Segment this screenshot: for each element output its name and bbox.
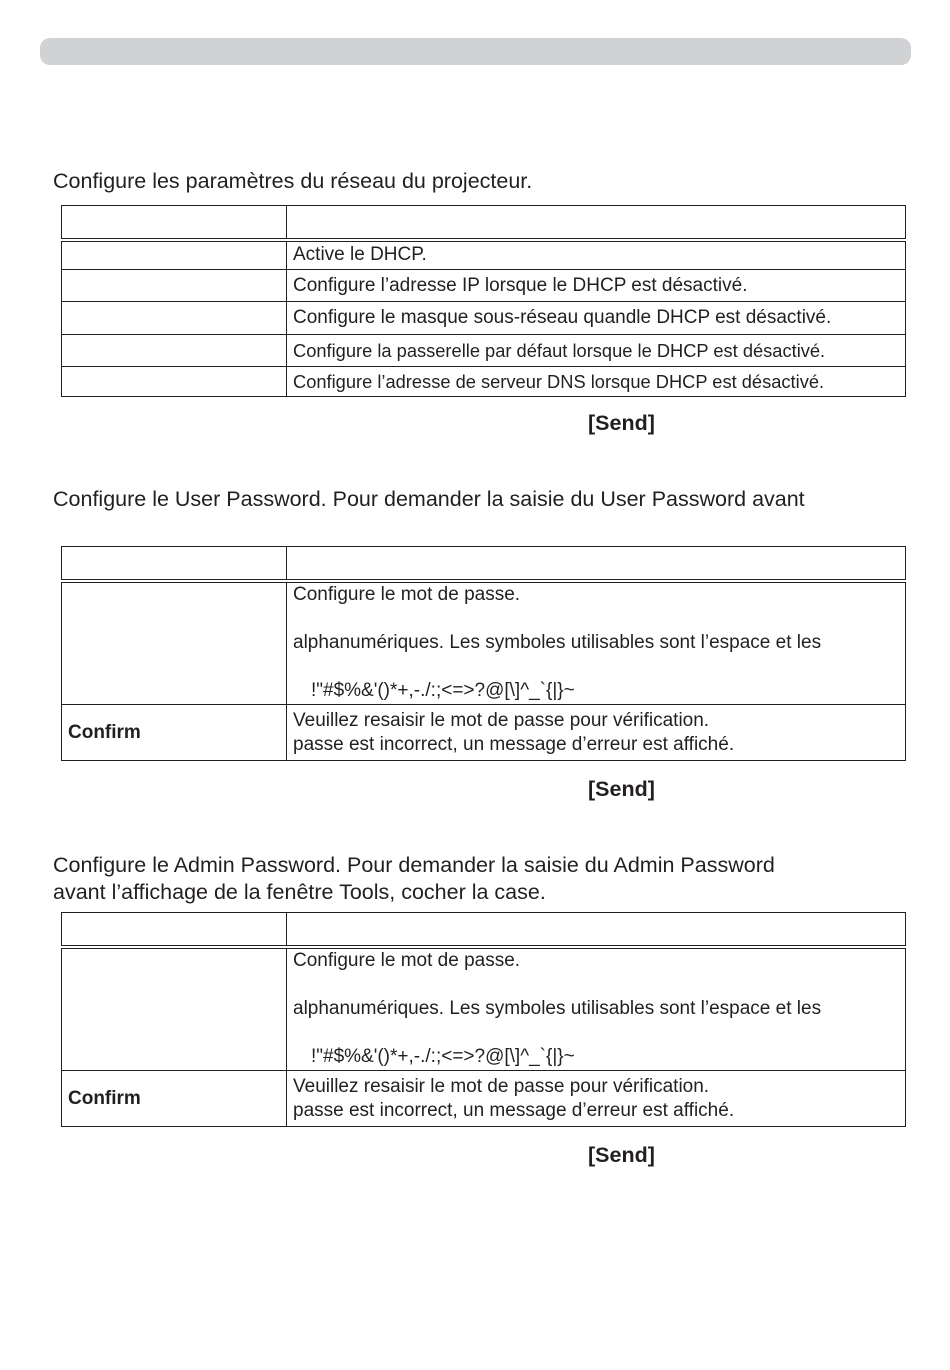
user-password-intro: Configure le User Password. Pour demander la saisie du User Password avant	[53, 487, 805, 511]
table-header-row	[62, 913, 906, 947]
table-row	[62, 240, 906, 270]
row-label	[62, 367, 287, 397]
table-row	[62, 335, 906, 367]
password-symbols: !"#$%&'()*+,-./:;<=>?@[\]^_`{|}~	[311, 680, 575, 702]
table-header-row	[62, 206, 906, 240]
network-intro: Configure les paramètres du réseau du projecteur.	[53, 169, 533, 193]
confirm-label: Confirm	[62, 1071, 287, 1127]
admin-password-send-label: [Send]	[588, 1143, 655, 1167]
password-desc-line: alphanumériques. Les symboles utilisables sont l’espace et les	[293, 998, 822, 1020]
password-desc-line: Configure le mot de passe.	[293, 584, 521, 606]
admin-password-table	[61, 912, 906, 1127]
row-label	[62, 240, 287, 270]
confirm-desc-line: passe est incorrect, un message d’erreur est affiché.	[293, 733, 735, 755]
table-row	[62, 705, 906, 761]
confirm-desc-line: Veuillez resaisir le mot de passe pour vérification.	[293, 1075, 710, 1097]
table-row	[62, 581, 906, 705]
table-row	[62, 270, 906, 302]
table-row	[62, 367, 906, 397]
row-label	[62, 335, 287, 367]
table-header-row	[62, 547, 906, 581]
network-table	[61, 205, 906, 397]
confirm-desc-line: passe est incorrect, un message d’erreur est affiché.	[293, 1099, 735, 1121]
row-description: Configure l’adresse IP lorsque le DHCP est désactivé.	[287, 270, 906, 302]
table-row	[62, 947, 906, 1071]
confirm-label: Confirm	[62, 705, 287, 761]
admin-password-intro-line2: avant l’affichage de la fenêtre Tools, cocher la case.	[53, 880, 546, 904]
table-row	[62, 302, 906, 335]
network-send-label: [Send]	[588, 411, 655, 435]
confirm-desc-line: Veuillez resaisir le mot de passe pour vérification.	[293, 709, 710, 731]
user-password-table	[61, 546, 906, 761]
admin-password-intro-line1: Configure le Admin Password. Pour demander la saisie du Admin Password	[53, 853, 775, 877]
row-description: Active le DHCP.	[287, 240, 906, 270]
row-description: Configure le masque sous-réseau quandle DHCP est désactivé.	[287, 302, 906, 335]
row-label	[62, 270, 287, 302]
row-label	[62, 302, 287, 335]
row-description: Configure la passerelle par défaut lorsque le DHCP est désactivé.	[287, 335, 906, 367]
password-desc-line: alphanumériques. Les symboles utilisables sont l’espace et les	[293, 632, 822, 654]
password-desc-line: Configure le mot de passe.	[293, 950, 521, 972]
row-description: Configure l’adresse de serveur DNS lorsque DHCP est désactivé.	[287, 367, 906, 397]
table-row	[62, 1071, 906, 1127]
user-password-send-label: [Send]	[588, 777, 655, 801]
header-bar	[40, 38, 911, 65]
password-symbols: !"#$%&'()*+,-./:;<=>?@[\]^_`{|}~	[311, 1046, 575, 1068]
